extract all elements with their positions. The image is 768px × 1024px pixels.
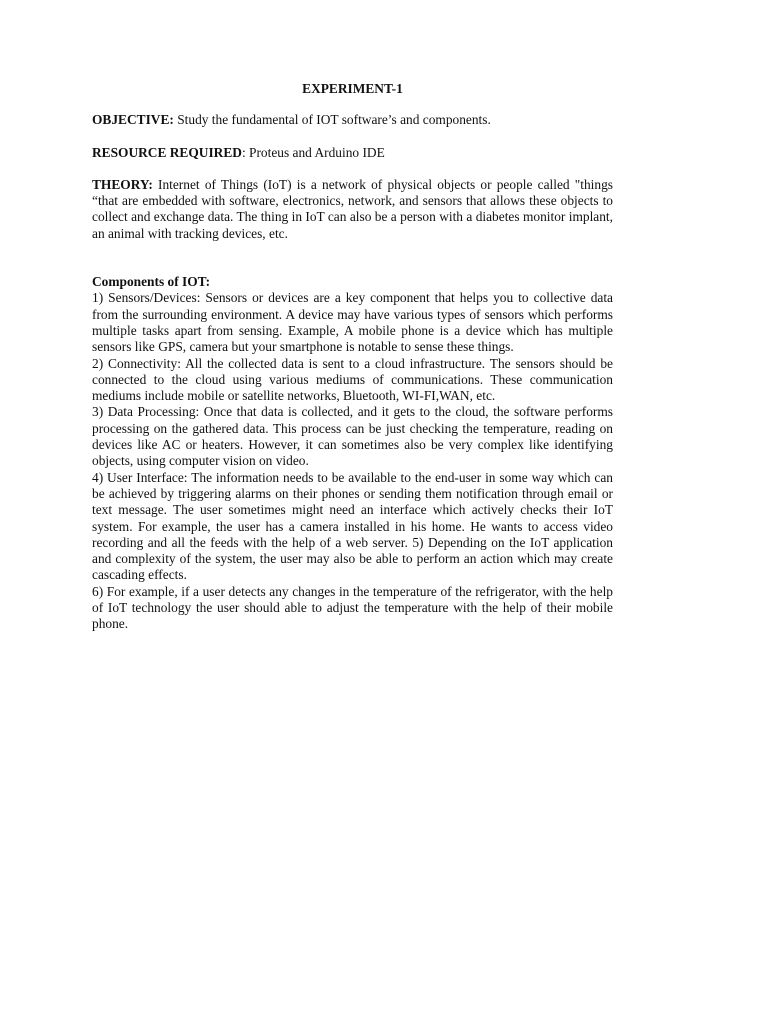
objective-label: OBJECTIVE: [92, 112, 174, 128]
theory-label: THEORY: [92, 176, 153, 192]
objective-paragraph [92, 112, 613, 128]
theory-text: Internet of Things (IoT) is a network of physical objects or people called "things “that are embedded with software, electronics, network, and sensors that allows these objects to collect and exchange data. The thing in IoT can also be a person with a diabetes monitor implant, an animal with tracking devices, etc. [92, 176, 613, 241]
component-item-data-processing: 3) Data Processing: Once that data is collected, and it gets to the cloud, the software performs processing on the gathered data. This process can be just checking the temperature, reading on devices like AC or heaters. However, it can sometimes also be very complex like identifying objects, using computer vision on video. [92, 404, 613, 469]
document-page [92, 78, 613, 633]
component-item-sensors: 1) Sensors/Devices: Sensors or devices are a key component that helps you to collective data from the surrounding environment. A device may have various types of sensors which performs multiple tasks apart from sensing. Example, A mobile phone is a device which has multiple sensors like GPS, camera but your smartphone is notable to sense these things. [92, 290, 613, 355]
components-heading: Components of IOT: [92, 274, 211, 290]
resource-text: : Proteus and Arduino IDE [241, 144, 385, 160]
component-item-example: 6) For example, if a user detects any changes in the temperature of the refrigerator, with the help of IoT technology the user should able to adjust the temperature with the help of their mobile phone. [92, 583, 613, 632]
page-title: EXPERIMENT-1 [302, 81, 403, 96]
component-item-connectivity: 2) Connectivity: All the collected data is sent to a cloud infrastructure. The sensors should be connected to the cloud using various mediums of communications. These communication mediums include mobile or satellite networks, Bluetooth, WI-FI,WAN, etc. [92, 355, 613, 404]
resource-paragraph [92, 145, 613, 161]
resource-label: RESOURCE REQUIRED [92, 144, 242, 160]
component-item-user-interface: 4) User Interface: The information needs to be available to the end-user in some way which can be achieved by triggering alarms on their phones or sending them notification through email or text message. The user sometimes might need an interface which actively checks their IoT system. For example, the user has a camera installed in his home. He wants to access video recording and all the feeds with the help of a web server. 5) Depending on the IoT application and complexity of the system, the user may also be able to perform an action which may create cascading effects. [92, 469, 613, 583]
theory-paragraph [92, 177, 613, 242]
objective-text: Study the fundamental of IOT software’s and components. [173, 112, 491, 128]
